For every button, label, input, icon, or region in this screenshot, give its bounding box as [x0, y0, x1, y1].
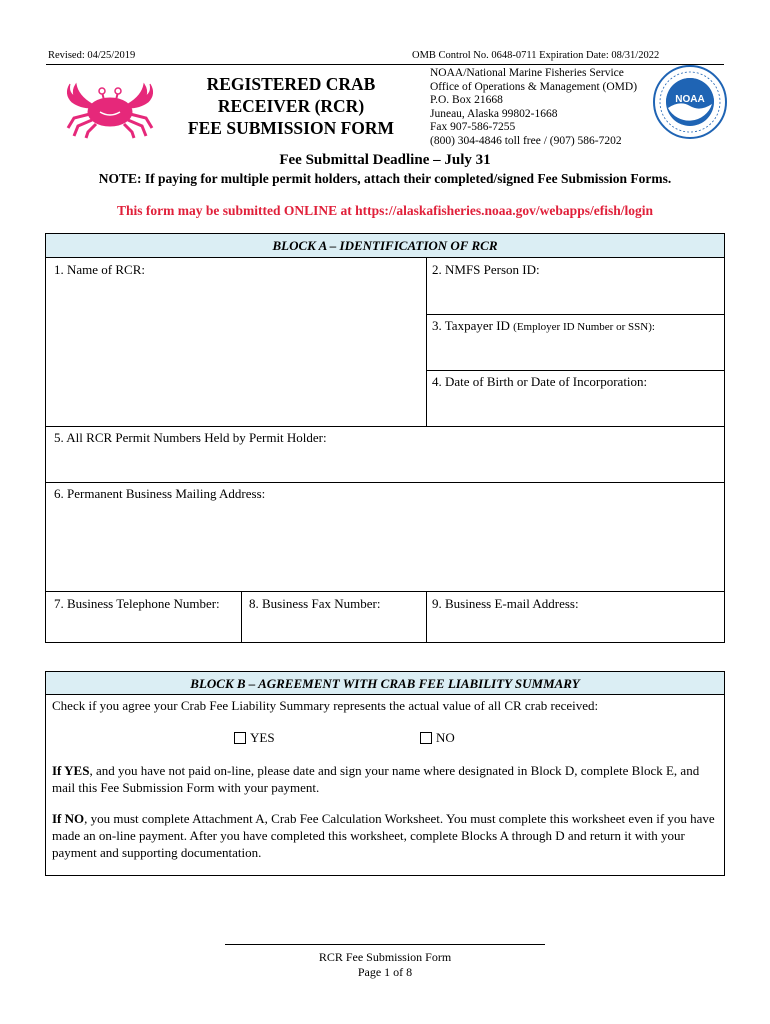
block-a-divider	[241, 591, 242, 643]
form-title-line-1: REGISTERED CRAB	[206, 74, 376, 94]
no-label: NO	[436, 730, 455, 745]
crab-icon	[62, 72, 158, 140]
address-line: Office of Operations & Management (OMD)	[430, 80, 638, 93]
footer-page-number: Page 1 of 8	[357, 965, 413, 979]
agency-address	[430, 67, 637, 149]
business-email-field[interactable]: 9. Business E-mail Address:	[432, 596, 579, 611]
multiple-holders-note: NOTE: If paying for multiple permit holders, attach their completed/signed Fee Submission Forms.	[98, 171, 672, 186]
nmfs-person-id-field[interactable]: 2. NMFS Person ID:	[432, 262, 540, 277]
yes-instructions	[52, 762, 720, 796]
address-line: (800) 304-4846 toll free / (907) 586-7202	[430, 134, 622, 147]
block-a-divider	[46, 426, 724, 427]
yes-instructions-bold: If YES	[52, 763, 90, 778]
business-telephone-field[interactable]: 7. Business Telephone Number:	[54, 596, 220, 611]
block-b-title: BLOCK B – AGREEMENT WITH CRAB FEE LIABILITY SUMMARY	[46, 672, 724, 695]
block-a-divider	[426, 591, 427, 643]
footer-divider	[225, 944, 545, 945]
form-title	[186, 73, 396, 139]
date-of-birth-field[interactable]: 4. Date of Birth or Date of Incorporation:	[432, 374, 648, 389]
no-option[interactable]	[420, 729, 455, 746]
mailing-address-field[interactable]: 6. Permanent Business Mailing Address:	[54, 486, 266, 501]
block-a-divider	[426, 258, 427, 426]
form-title-line-3: FEE SUBMISSION FORM	[187, 118, 395, 138]
business-fax-field[interactable]: 8. Business Fax Number:	[249, 596, 381, 611]
address-line: P.O. Box 21668	[430, 94, 503, 107]
address-line: Juneau, Alaska 99802-1668	[430, 107, 558, 120]
permit-numbers-field[interactable]: 5. All RCR Permit Numbers Held by Permit Holder:	[54, 430, 327, 445]
block-a-divider	[46, 482, 724, 483]
noaa-seal-icon	[652, 64, 728, 140]
online-notice[interactable]: This form may be submitted ONLINE at https://alaskafisheries.noaa.gov/webapps/efish/login	[117, 203, 653, 218]
block-a-divider	[426, 314, 724, 315]
no-checkbox[interactable]	[420, 732, 432, 744]
footer-form-name: RCR Fee Submission Form	[318, 950, 452, 964]
no-instructions-bold: If NO	[52, 811, 85, 826]
block-a-divider	[46, 591, 724, 592]
taxpayer-id-sublabel: (Employer ID Number or SSN):	[513, 321, 655, 333]
address-line: Fax 907-586-7255	[430, 121, 516, 134]
omb-control: OMB Control No. 0648-0711 Expiration Date: 08/31/2022	[412, 50, 660, 61]
address-line: NOAA/National Marine Fisheries Service	[430, 67, 624, 79]
yes-checkbox[interactable]	[234, 732, 246, 744]
header-divider	[46, 64, 724, 65]
no-instructions	[52, 810, 720, 861]
taxpayer-id-label: 3. Taxpayer ID	[432, 318, 514, 333]
name-of-rcr-field[interactable]: 1. Name of RCR:	[54, 262, 145, 277]
seal-label: NOAA	[675, 94, 705, 105]
taxpayer-id-field[interactable]	[432, 318, 655, 334]
block-b-intro: Check if you agree your Crab Fee Liability Summary represents the actual value of all CR crab received:	[52, 698, 599, 713]
no-instructions-text: , you must complete Attachment A, Crab Fee Calculation Worksheet. You must complete this worksheet even if you have made an on-line payment. After you have completed this worksheet, complete Blocks A through D and return it with your payment and supporting documentation.	[52, 811, 715, 860]
block-a-divider	[426, 370, 724, 371]
revised-date: Revised: 04/25/2019	[48, 50, 136, 61]
yes-instructions-text: , and you have not paid on-line, please date and sign your name where designated in Block D, complete Block E, and mail this Fee Submission Form with your payment.	[52, 763, 700, 795]
deadline: Fee Submittal Deadline – July 31	[279, 152, 491, 168]
yes-label: YES	[250, 730, 275, 745]
form-title-line-2: RECEIVER (RCR)	[217, 96, 365, 116]
block-a-title: BLOCK A – IDENTIFICATION OF RCR	[46, 234, 724, 258]
yes-option[interactable]	[234, 729, 275, 746]
